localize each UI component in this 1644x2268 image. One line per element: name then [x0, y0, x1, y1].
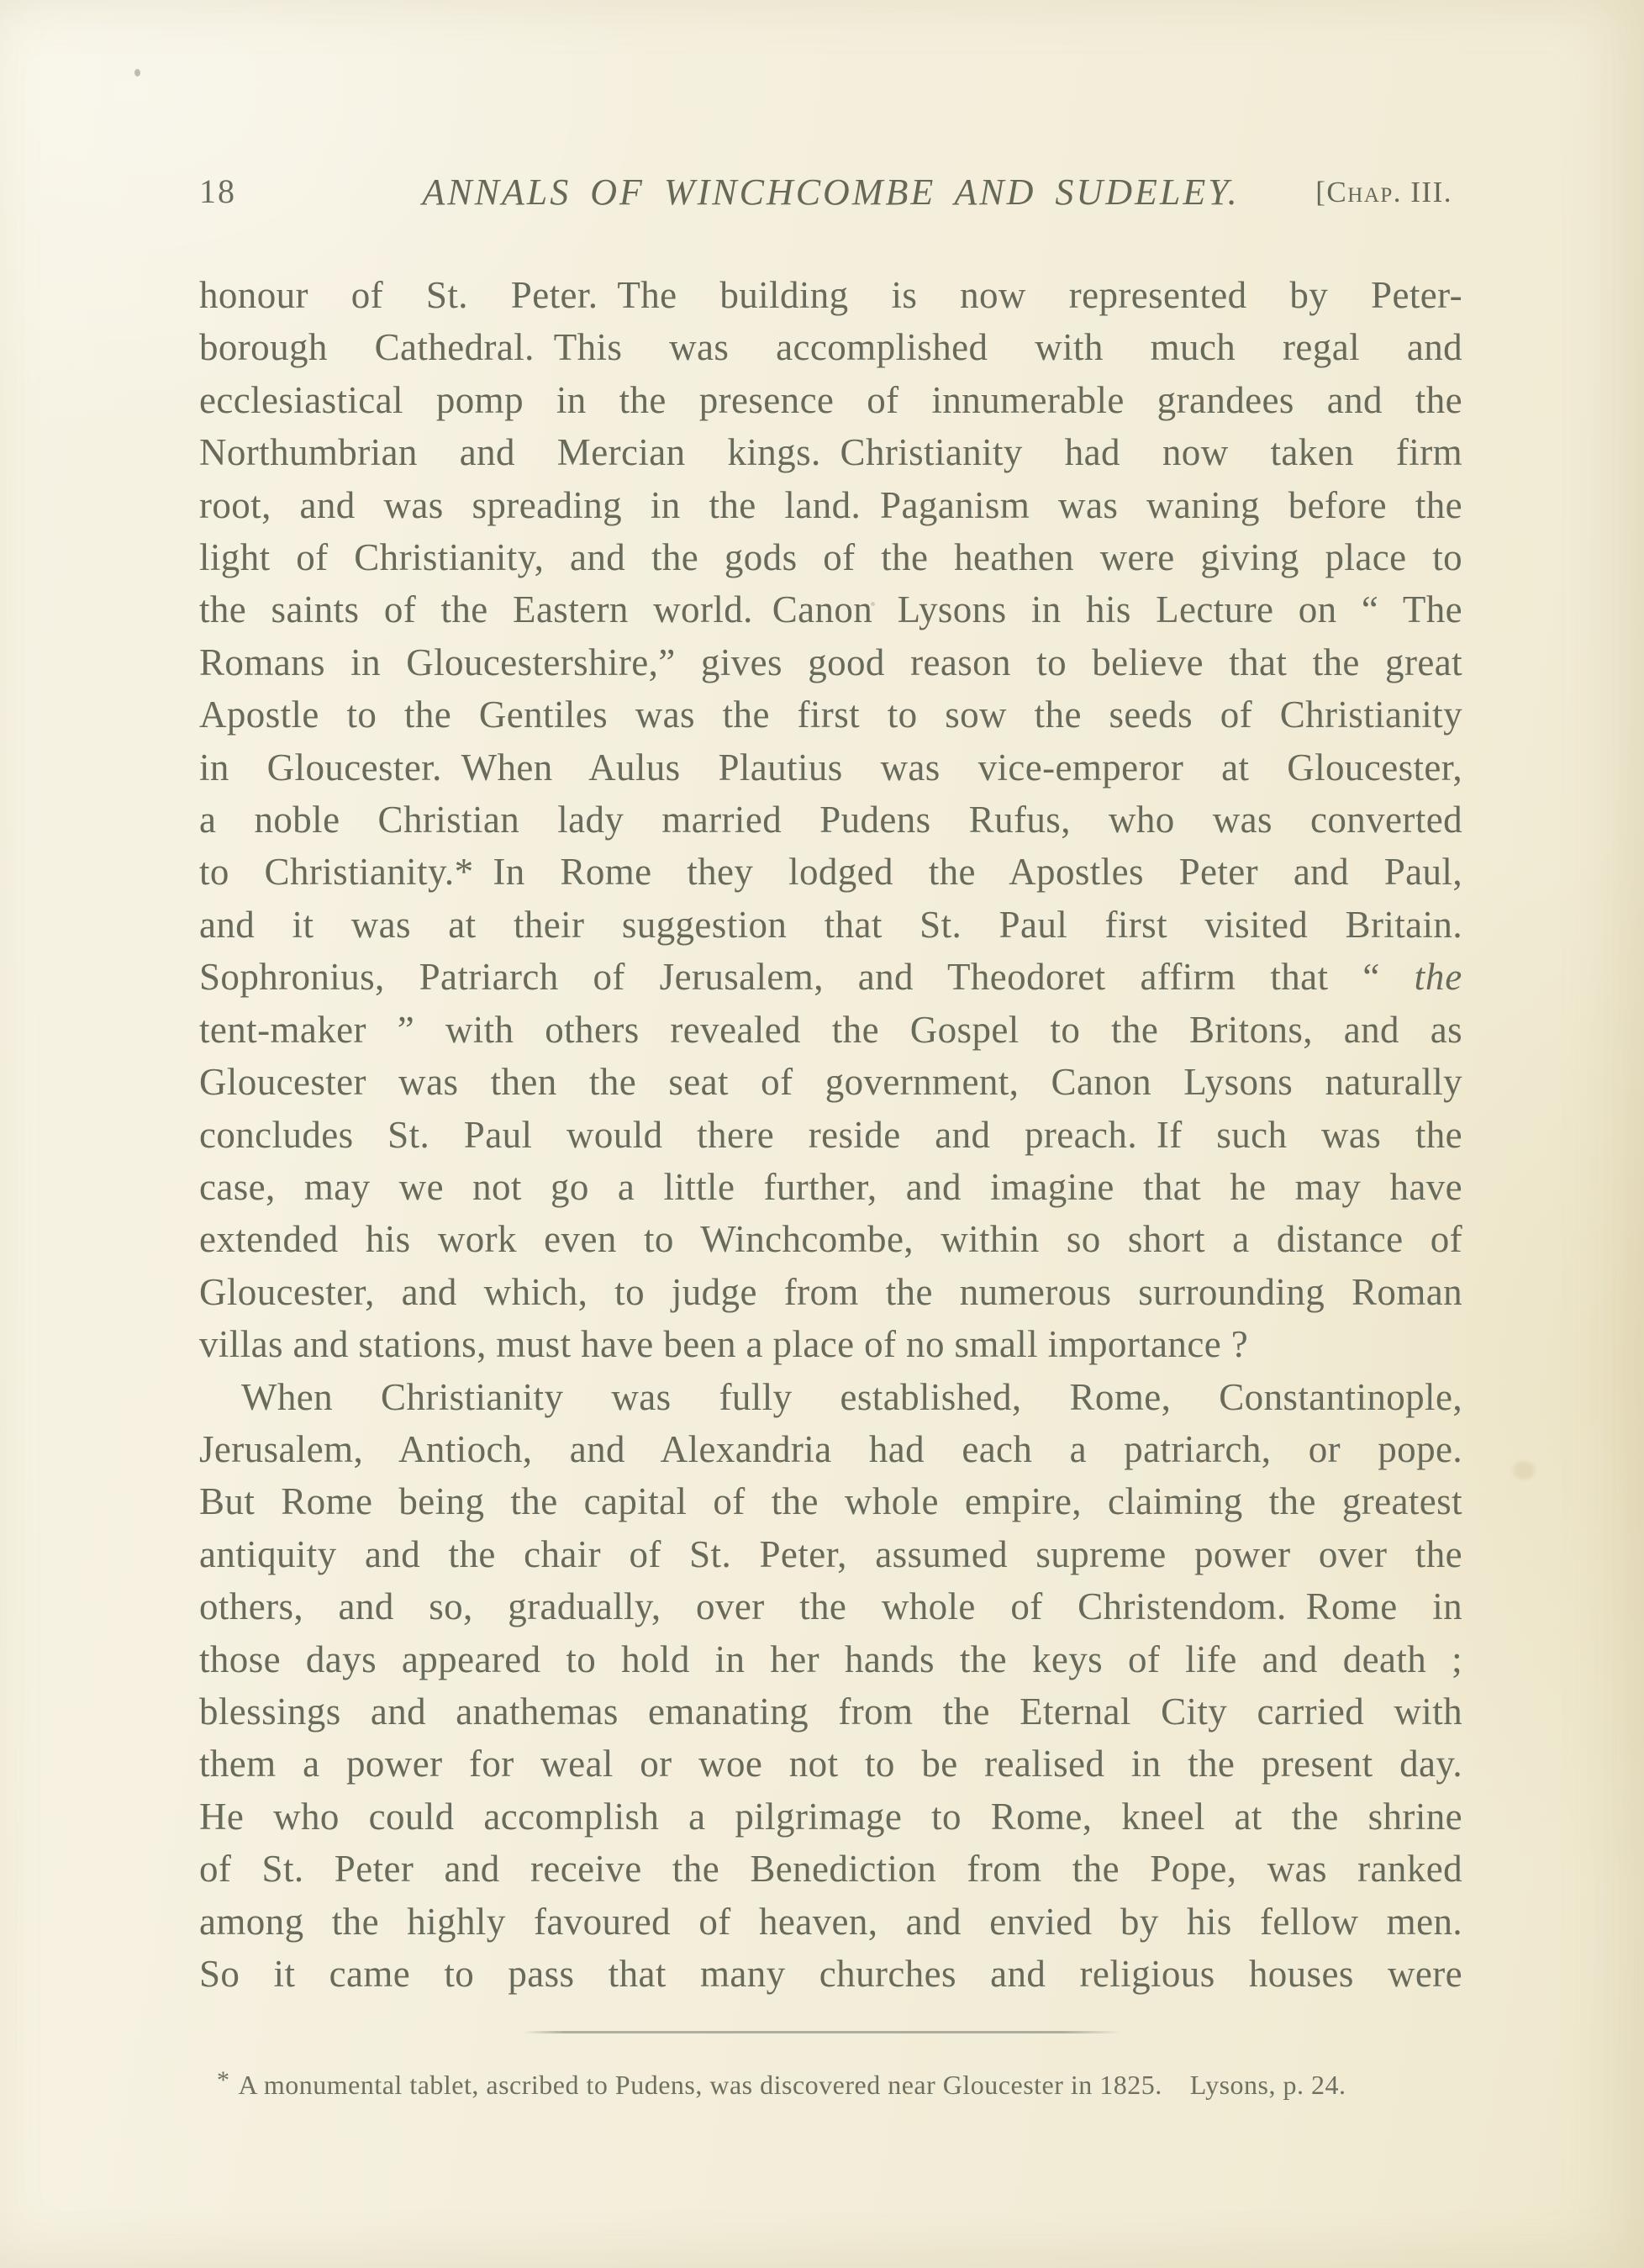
- text-line: extended his work even to Winchcombe, within so short a distance of: [199, 1218, 1462, 1261]
- page-number: 18: [199, 172, 236, 210]
- text-line: Northumbrian and Mercian kings. Christianity had now taken firm: [199, 431, 1462, 474]
- text-line: Romans in Gloucestershire,” gives good reason to believe that the great: [199, 641, 1462, 683]
- text-line: concludes St. Paul would there reside and preach. If such was the: [199, 1113, 1462, 1156]
- footnote-divider: [523, 2031, 1121, 2033]
- text-line: root, and was spreading in the land. Paganism was waning before the: [199, 483, 1462, 526]
- text-line: to Christianity.* In Rome they lodged the Apostles Peter and Paul,: [199, 851, 1462, 894]
- text-line: the saints of the Eastern world. Canon Lysons in his Lecture on “ The: [199, 588, 1462, 631]
- chapter-label: [Chap. III.: [1315, 176, 1452, 208]
- paper-speck: [1513, 1461, 1535, 1479]
- text-line: case, may we not go a little further, and imagine that he may have: [199, 1165, 1462, 1208]
- text-line: antiquity and the chair of St. Peter, assumed supreme power over the: [199, 1532, 1462, 1575]
- footnote-marker: *: [217, 2066, 230, 2095]
- text-line: villas and stations, must have been a place of no small importance ?: [199, 1323, 1249, 1366]
- text-line: Apostle to the Gentiles was the first to sow the seeds of Christianity: [199, 694, 1462, 736]
- footnote: [217, 2066, 1494, 2101]
- text-line: Sophronius, Patriarch of Jerusalem, and Theodoret affirm that “ the: [199, 956, 1462, 999]
- text-line: He who could accomplish a pilgrimage to Rome, kneel at the shrine: [199, 1795, 1462, 1838]
- text-line: Jerusalem, Antioch, and Alexandria had each a patriarch, or pope.: [199, 1427, 1462, 1470]
- text-line: When Christianity was fully established, Rome, Constantinople,: [241, 1375, 1462, 1418]
- text-line: in Gloucester. When Aulus Plautius was vice-emperor at Gloucester,: [199, 746, 1462, 789]
- text-line: borough Cathedral. This was accomplished with much regal and: [199, 326, 1462, 369]
- text-line: honour of St. Peter. The building is now represented by Peter-: [199, 274, 1462, 316]
- footnote-text: A monumental tablet, ascribed to Pudens, was discovered near Gloucester in 1825. Lysons, p. 24.: [238, 2070, 1346, 2100]
- text-line: ecclesiastical pomp in the presence of innumerable grandees and the: [199, 378, 1462, 421]
- paper-speck: [871, 602, 875, 606]
- paper-speck: [134, 69, 140, 76]
- running-title: ANNALS OF WINCHCOMBE AND SUDELEY.: [422, 171, 1240, 213]
- text-line: a noble Christian lady married Pudens Rufus, who was converted: [199, 799, 1462, 841]
- text-line: of St. Peter and receive the Benediction from the Pope, was ranked: [199, 1848, 1462, 1891]
- text-line: blessings and anathemas emanating from the Eternal City carried with: [199, 1690, 1462, 1733]
- text-line: light of Christianity, and the gods of the heathen were giving place to: [199, 536, 1462, 579]
- text-line: among the highly favoured of heaven, and envied by his fellow men.: [199, 1900, 1462, 1943]
- text-line: those days appeared to hold in her hands the keys of life and death ;: [199, 1638, 1462, 1680]
- text-line: Gloucester was then the seat of government, Canon Lysons naturally: [199, 1061, 1462, 1104]
- text-line: But Rome being the capital of the whole empire, claiming the greatest: [199, 1480, 1462, 1523]
- text-line: So it came to pass that many churches and religious houses were: [199, 1953, 1462, 1995]
- body-text: [199, 269, 1462, 2000]
- text-line: Gloucester, and which, to judge from the numerous surrounding Roman: [199, 1270, 1462, 1313]
- text-line: and it was at their suggestion that St. Paul first visited Britain.: [199, 903, 1462, 946]
- text-line: tent-maker ” with others revealed the Gospel to the Britons, and as: [199, 1008, 1462, 1051]
- text-line: others, and so, gradually, over the whole of Christendom. Rome in: [199, 1585, 1462, 1628]
- text-line: them a power for weal or woe not to be realised in the present day.: [199, 1743, 1462, 1785]
